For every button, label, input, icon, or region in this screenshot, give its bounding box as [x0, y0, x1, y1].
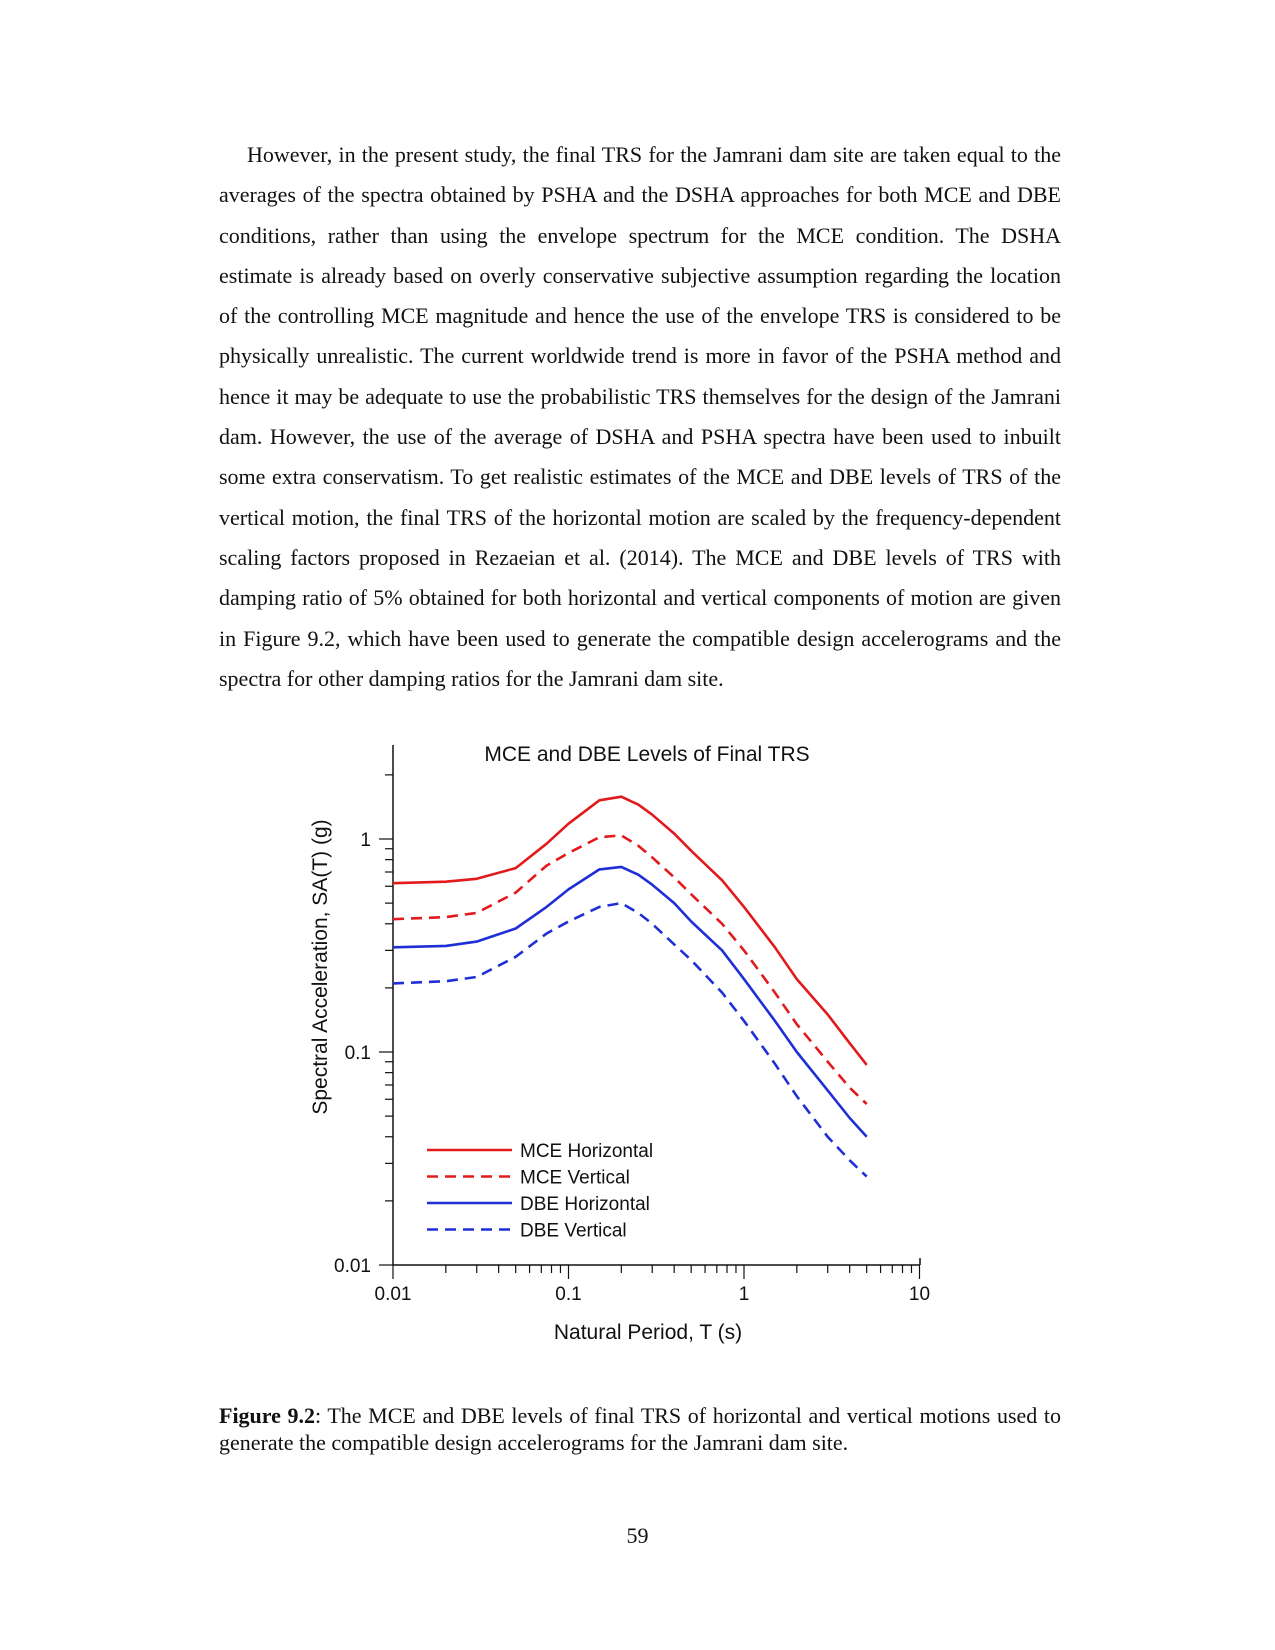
- chart-title: MCE and DBE Levels of Final TRS: [484, 745, 810, 766]
- y-tick-label: 1: [360, 830, 371, 851]
- body-paragraph: However, in the present study, the final TRS for the Jamrani dam site are taken equal to the averages of the spectra obtained by PSHA and the DSHA approaches for both MCE and DBE conditions, rather than using the envelope spectrum for the MCE condition. The DSHA estimate is already based on overly conservative subjective assumption regarding the location of the controlling MCE magnitude and hence the use of the envelope TRS is considered to be physically unrealistic. The current worldwide trend is more in favor of the PSHA method and hence it may be adequate to use the probabilistic TRS themselves for the design of the Jamrani dam. However, the use of the average of DSHA and PSHA spectra have been used to inbuilt some extra conservatism. To get realistic estimates of the MCE and DBE levels of TRS of the vertical motion, the final TRS of the horizontal motion are scaled by the frequency-dependent scaling factors proposed in Rezaeian et al. (2014). The MCE and DBE levels of TRS with damping ratio of 5% obtained for both horizontal and vertical components of motion are given in Figure 9.2, which have been used to generate the compatible design accelerograms and the spectra for other damping ratios for the Jamrani dam site.: [219, 142, 1061, 691]
- y-tick-label: 0.01: [334, 1256, 371, 1277]
- legend-label: DBE Horizontal: [520, 1194, 650, 1215]
- legend-label: DBE Vertical: [520, 1220, 627, 1242]
- x-tick-label: 1: [738, 1284, 750, 1305]
- x-axis-label: Natural Period, T (s): [553, 1321, 743, 1344]
- legend-label: MCE Vertical: [520, 1167, 630, 1189]
- caption-text: : The MCE and DBE levels of final TRS of horizontal and vertical motions used to generate the compatible design accelerograms for the Jamrani dam site.: [219, 1403, 1061, 1455]
- x-tick-label: 10: [908, 1284, 931, 1305]
- legend-label: MCE Horizontal: [520, 1141, 654, 1162]
- x-tick-label: 0.01: [374, 1284, 412, 1305]
- y-tick-label: 0.1: [344, 1043, 371, 1064]
- x-tick-label: 0.1: [555, 1284, 582, 1305]
- figure-caption: [219, 1402, 1061, 1456]
- legend: [427, 1141, 653, 1242]
- y-axis-label: Spectral Acceleration, SA(T) (g): [309, 819, 332, 1115]
- figure-9-2: [300, 745, 1080, 1395]
- axes: [334, 745, 930, 1305]
- page-number: 59: [626, 1523, 649, 1548]
- series-line-mce-vertical: [393, 835, 867, 1104]
- series-layer: [393, 797, 867, 1177]
- caption-label: Figure 9.2: [219, 1403, 316, 1428]
- trs-chart: [300, 745, 1080, 1395]
